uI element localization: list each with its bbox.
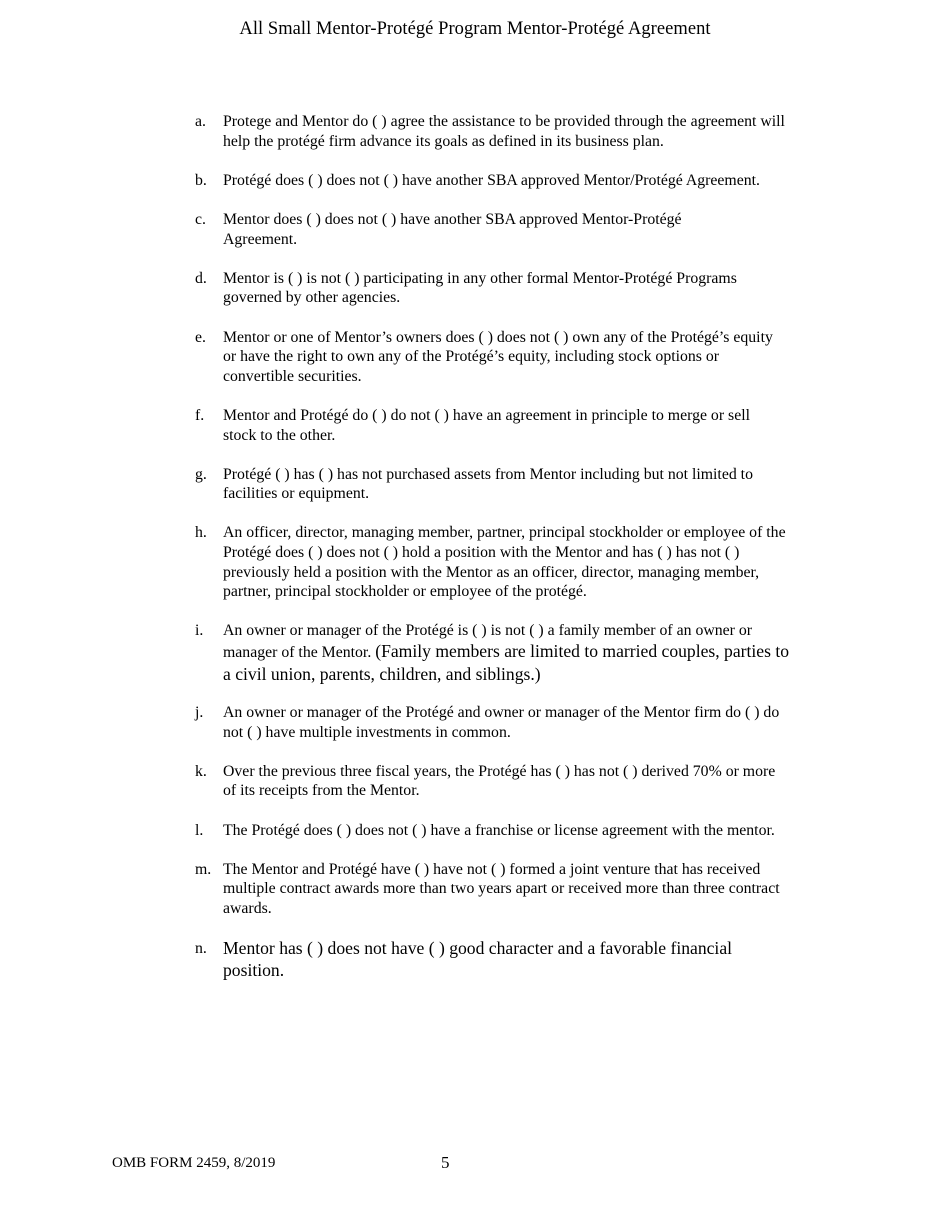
list-item-k — [195, 762, 845, 801]
list-item-j — [195, 703, 845, 742]
item-text-line: Over the previous three fiscal years, the Protégé has ( ) has not ( ) derived 70% or more — [223, 762, 776, 780]
list-item-i — [195, 621, 845, 685]
item-text-line: Mentor or one of Mentor’s owners does ( ) does not ( ) own any of the Protégé’s equity — [223, 328, 773, 346]
item-text-line: convertible securities. — [223, 367, 362, 385]
item-text-line: a civil union, parents, children, and siblings.) — [223, 663, 541, 684]
form-number: OMB FORM 2459, 8/2019 — [112, 1155, 276, 1171]
list-item-e — [195, 328, 845, 387]
item-text-line: Protégé ( ) has ( ) has not purchased assets from Mentor including but not limited to — [223, 465, 753, 483]
item-text-line: An owner or manager of the Protégé and owner or manager of the Mentor firm do ( ) do — [223, 704, 780, 722]
item-text-line: position. — [223, 959, 285, 980]
item-text-line: awards. — [223, 899, 272, 917]
list-item-d — [195, 269, 845, 308]
item-marker: c. — [195, 210, 206, 228]
item-text-line: previously held a position with the Mentor as an officer, director, managing member, — [223, 563, 760, 581]
item-text-line: Protégé does ( ) does not ( ) have another SBA approved Mentor/Protégé Agreement. — [223, 171, 760, 189]
item-marker: k. — [195, 762, 207, 780]
item-text-line: Mentor does ( ) does not ( ) have another SBA approved Mentor-Protégé — [223, 210, 682, 228]
item-text-segment: manager of the Mentor. — [223, 644, 376, 662]
item-text-line: stock to the other. — [223, 426, 336, 444]
item-marker: j. — [195, 704, 204, 722]
item-marker: n. — [195, 940, 207, 958]
item-text-line: of its receipts from the Mentor. — [223, 782, 420, 800]
item-marker: f. — [195, 406, 205, 424]
item-text-line: The Mentor and Protégé have ( ) have not ( ) formed a joint venture that has received — [223, 860, 761, 878]
item-text-line: multiple contract awards more than two years apart or received more than three contract — [223, 880, 780, 898]
list-item-b — [195, 171, 845, 191]
item-marker: e. — [195, 328, 206, 346]
list-item-h — [195, 523, 845, 601]
item-text-line: Mentor and Protégé do ( ) do not ( ) have an agreement in principle to merge or sell — [223, 406, 750, 424]
item-text-line: or have the right to own any of the Protégé’s equity, including stock options or — [223, 348, 720, 366]
item-marker: g. — [195, 465, 207, 483]
item-marker: m. — [195, 860, 212, 878]
item-text-line: Agreement. — [223, 230, 298, 248]
item-text-line: The Protégé does ( ) does not ( ) have a franchise or license agreement with the mentor. — [223, 821, 775, 839]
item-marker: i. — [195, 622, 204, 640]
item-text-line-mixed — [223, 641, 845, 664]
item-text-segment-large: (Family members are limited to married couples, parties to — [375, 641, 790, 662]
item-marker: h. — [195, 524, 207, 542]
item-text-line: facilities or equipment. — [223, 485, 370, 503]
list-item-a — [195, 112, 845, 151]
list-item-c — [195, 210, 845, 249]
item-marker: l. — [195, 821, 204, 839]
list-item-l — [195, 821, 845, 841]
item-text-line: not ( ) have multiple investments in common. — [223, 723, 511, 741]
item-text-line: help the protégé firm advance its goals as defined in its business plan. — [223, 132, 664, 150]
page-number: 5 — [441, 1153, 450, 1172]
list-item-n — [195, 938, 845, 981]
item-text-line: governed by other agencies. — [223, 289, 401, 307]
item-text-line: Mentor is ( ) is not ( ) participating in any other formal Mentor-Protégé Programs — [223, 269, 737, 287]
item-marker: d. — [195, 269, 207, 287]
item-text-line: partner, principal stockholder or employee of the protégé. — [223, 583, 587, 601]
list-item-f — [195, 406, 845, 445]
item-text-line: Protégé does ( ) does not ( ) hold a position with the Mentor and has ( ) has not ( ) — [223, 544, 740, 562]
item-text-line: An officer, director, managing member, partner, principal stockholder or employee of the — [223, 524, 786, 542]
checklist — [195, 112, 845, 981]
item-text-line: An owner or manager of the Protégé is ( ) is not ( ) a family member of an owner or — [223, 622, 753, 640]
item-marker: b. — [195, 171, 207, 189]
list-item-g — [195, 465, 845, 504]
item-text-line: Protege and Mentor do ( ) agree the assistance to be provided through the agreement will — [223, 113, 785, 130]
list-item-m — [195, 860, 845, 919]
item-text-line: Mentor has ( ) does not have ( ) good character and a favorable financial — [223, 938, 733, 959]
item-marker: a. — [195, 113, 206, 130]
page-title: All Small Mentor-Protégé Program Mentor-Protégé Agreement — [239, 19, 711, 39]
